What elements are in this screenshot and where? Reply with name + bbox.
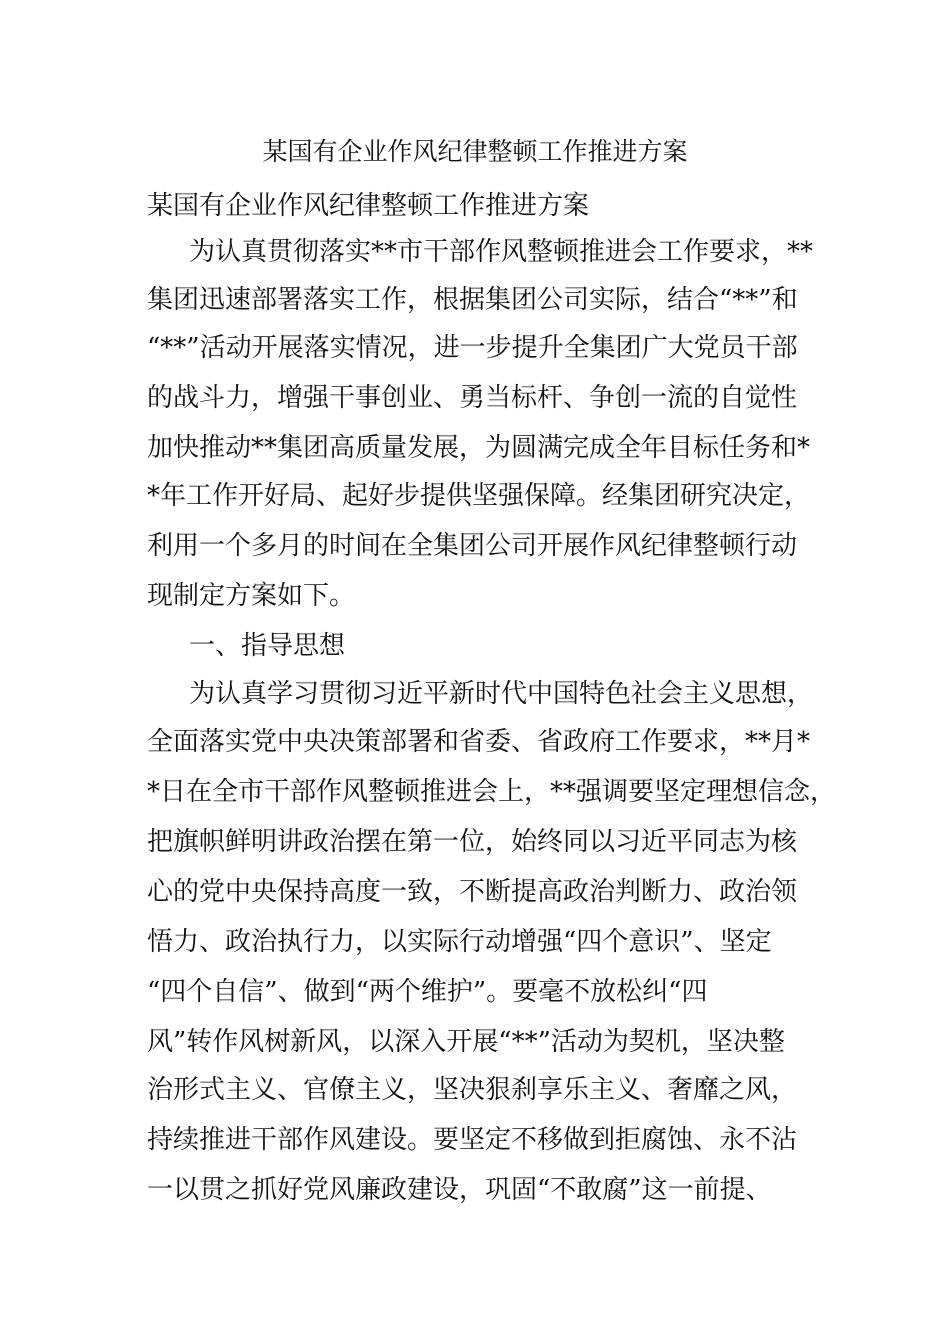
paragraph-line: 的战斗力，增强干事创业、勇当标杆、争创一流的自觉性 [147,383,798,413]
paragraph-line: “**”活动开展落实情况，进一步提升全集团广大党员干部 [147,333,798,363]
document-title: 某国有企业作风纪律整顿工作推进方案 [262,137,688,166]
paragraph-line: *年工作开好局、起好步提供坚强保障。经集团研究决定， [147,481,811,511]
paragraph-line: “四个自信”、做到“两个维护”。要毫不放松纠“四 [147,977,708,1007]
paragraph-line: 治形式主义、官僚主义，坚决狠刹享乐主义、奢靡之风， [147,1075,798,1105]
paragraph-line: 一以贯之抓好党风廉政建设，巩固“不敢腐”这一前提、 [147,1175,772,1205]
paragraph-line: 心的党中央保持高度一致，不断提高政治判断力、政治领 [147,877,798,907]
subtitle-line: 某国有企业作风纪律整顿工作推进方案 [147,191,590,221]
paragraph-line: 利用一个多月的时间在全集团公司开展作风纪律整顿行动 [147,531,798,561]
section-heading: 一、指导思想 [189,631,346,661]
paragraph-line: 集团迅速部署落实工作，根据集团公司实际，结合“**”和 [147,285,798,315]
paragraph-line: 现制定方案如下。 [147,581,356,611]
paragraph-line: 把旗帜鲜明讲政治摆在第一位，始终同以习近平同志为核 [147,827,798,857]
paragraph-line: *日在全市干部作风整顿推进会上，**强调要坚定理想信念， [147,777,837,807]
paragraph-line: 持续推进干部作风建设。要坚定不移做到拒腐蚀、永不沾 [147,1125,798,1155]
paragraph-line: 为认真学习贯彻习近平新时代中国特色社会主义思想， [189,679,814,709]
paragraph-line: 全面落实党中央决策部署和省委、省政府工作要求，**月* [147,727,811,757]
paragraph-line: 风”转作风树新风，以深入开展“**”活动为契机，坚决整 [147,1027,785,1057]
paragraph-line: 加快推动**集团高质量发展，为圆满完成全年目标任务和* [147,433,811,463]
paragraph-line: 悟力、政治执行力，以实际行动增强“四个意识”、坚定 [147,927,772,957]
paragraph-line: 为认真贯彻落实**市干部作风整顿推进会工作要求，** [189,237,814,267]
